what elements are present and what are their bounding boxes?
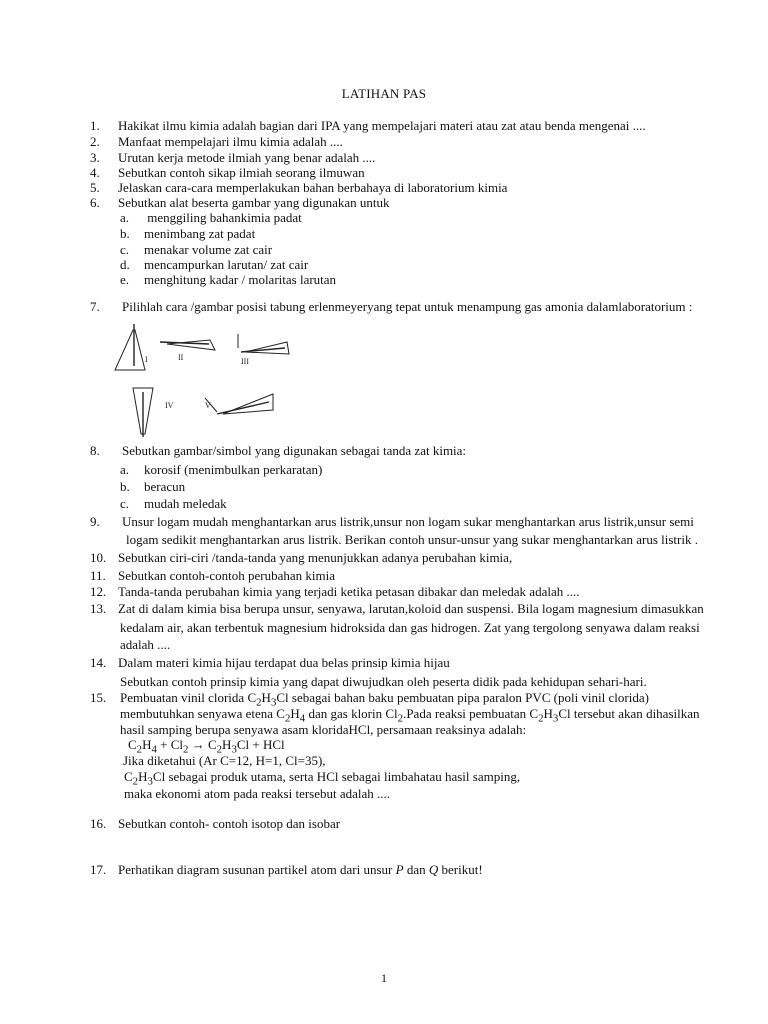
list-item (120, 242, 272, 258)
page-title: LATIHAN PAS (341, 86, 427, 101)
question-number: 17. (90, 862, 107, 877)
question-text: Unsur logam mudah menghantarkan arus listrik,unsur non logam sukar menghantarkan arus listrik,unsur semi (122, 514, 694, 529)
question-15-line-2: membutuhkan senyawa etena $C_2H_4$ dan gas klorin $Cl_2.Pada$ reaksi pembuatan $C_2H_3Cl$ tersebut akan dihasilkan (120, 706, 700, 725)
question-number: 8. (90, 443, 100, 458)
list-item (120, 226, 255, 242)
list-item-letter: a. (120, 462, 130, 477)
question-text: Dalam materi kimia hijau terdapat dua belas prinsip kimia hijau (118, 655, 450, 670)
list-item (120, 257, 308, 273)
list-item-letter: e. (120, 272, 130, 287)
question-text: Pembuatan vinil clorida $C_2H_3Cl$ sebagai bahan baku pembuatan pipa paralon PVC (poli vinil clorida) (120, 690, 649, 709)
question-number: 11. (90, 568, 106, 583)
question-number: 3. (90, 150, 100, 165)
list-item-letter: d. (120, 257, 130, 272)
question-text: Sebutkan ciri-ciri /tanda-tanda yang menunjukkan adanya perubahan kimia, (118, 550, 513, 565)
figure-label-iii: III (241, 357, 249, 366)
question-13-continuation: kedalam air, akan terbentuk magnesium hidroksida dan gas hidrogen. Zat yang tergolong senyawa dalam reaksi (120, 620, 700, 635)
list-item-text: menakar volume zat cair (144, 242, 273, 257)
list-item-text: mudah meledak (144, 496, 227, 511)
list-item-letter: b. (120, 479, 130, 494)
question-text: Pilihlah cara /gambar posisi tabung erlenmeyeryang tepat untuk menampung gas amonia dalamlaboratorium : (122, 299, 693, 314)
question-number: 14. (90, 655, 107, 670)
list-item-letter: a. (120, 210, 130, 225)
question-15-line-6: $C_2H_3Cl$ sebagai produk utama, serta HCl sebagai limbahatau hasil samping, (124, 769, 521, 788)
question-text: Tanda-tanda perubahan kimia yang terjadi ketika petasan dibakar dan meledak adalah .... (118, 584, 580, 599)
flask-position-iii (238, 334, 289, 354)
question-14-continuation: Sebutkan contoh prinsip kimia yang dapat diwujudkan oleh peserta didik pada kehidupan sehari-hari. (120, 674, 647, 689)
flask-position-ii (160, 340, 215, 350)
reaction-equation: $C_2H_4 + Cl_2 \to C_2H_3Cl$ + HCl (128, 737, 285, 756)
list-item-text: menghitung kadar / molaritas larutan (144, 272, 337, 287)
question-text: Sebutkan contoh- contoh isotop dan isobar (118, 816, 341, 831)
question-number: 15. (90, 690, 107, 705)
question-number: 7. (90, 299, 100, 314)
question-text: Perhatikan diagram susunan partikel atom dari unsur P dan Q berikut! (118, 862, 483, 877)
flask-position-iv (133, 388, 153, 437)
question-number: 10. (90, 550, 107, 565)
list-item (120, 210, 302, 226)
erlenmeyer-positions-figure (105, 322, 295, 452)
question-number: 2. (90, 134, 100, 149)
flask-position-i (115, 324, 145, 370)
list-item (120, 272, 336, 288)
figure-label-iv: IV (165, 401, 174, 410)
question-number: 1. (90, 118, 100, 133)
question-number: 4. (90, 165, 100, 180)
list-item (120, 462, 322, 478)
question-text: Hakikat ilmu kimia adalah bagian dari IPA yang mempelajari materi atau zat atau benda mengenai .... (118, 118, 646, 133)
figure-label-i: I (145, 355, 148, 364)
question-text: Jelaskan cara-cara memperlakukan bahan berbahaya di laboratorium kimia (118, 180, 508, 195)
question-15-line-3: hasil samping berupa senyawa asam kloridaHCl, persamaan reaksinya adalah: (120, 722, 527, 737)
question-13-continuation: adalah .... (120, 637, 171, 652)
question-text: Sebutkan contoh-contoh perubahan kimia (118, 568, 335, 583)
list-item-text: menimbang zat padat (144, 226, 256, 241)
list-item-text: korosif (menimbulkan perkaratan) (144, 462, 323, 477)
question-9-continuation: logam sedikit menghantarkan arus listrik. Berikan contoh unsur-unsur yang sukar menghantarkan arus listrik . (126, 532, 698, 547)
question-text: Manfaat mempelajari ilmu kimia adalah .... (118, 134, 343, 149)
page-number: 1 (381, 971, 387, 985)
question-number: 5. (90, 180, 100, 195)
question-text: Sebutkan contoh sikap ilmiah seorang ilmuwan (118, 165, 365, 180)
question-number: 13. (90, 601, 107, 616)
question-number: 9. (90, 514, 100, 529)
list-item (120, 479, 185, 495)
question-15-line-5: Jika diketahui (Ar C=12, H=1, Cl=35), (123, 753, 326, 768)
question-text: Urutan kerja metode ilmiah yang benar adalah .... (118, 150, 376, 165)
question-number: 6. (90, 195, 100, 210)
list-item-text: mencampurkan larutan/ zat cair (144, 257, 309, 272)
list-item-letter: b. (120, 226, 130, 241)
flask-position-v (205, 394, 273, 414)
question-number: 12. (90, 584, 107, 599)
figure-label-v: V (205, 401, 211, 410)
list-item-letter: c. (120, 242, 130, 257)
list-item-text: beracun (144, 479, 186, 494)
question-15-line-7: maka ekonomi atom pada reaksi tersebut adalah .... (124, 786, 391, 801)
figure-label-ii: II (178, 353, 184, 362)
question-text: Sebutkan alat beserta gambar yang digunakan untuk (118, 195, 390, 210)
list-item (120, 496, 227, 512)
list-item-letter: c. (120, 496, 130, 511)
question-number: 16. (90, 816, 107, 831)
list-item-text: menggiling bahankimia padat (144, 210, 302, 225)
question-text: Sebutkan gambar/simbol yang digunakan sebagai tanda zat kimia: (122, 443, 467, 458)
question-text: Zat di dalam kimia bisa berupa unsur, senyawa, larutan,koloid dan suspensi. Bila logam magnesium dimasukkan (118, 601, 704, 616)
